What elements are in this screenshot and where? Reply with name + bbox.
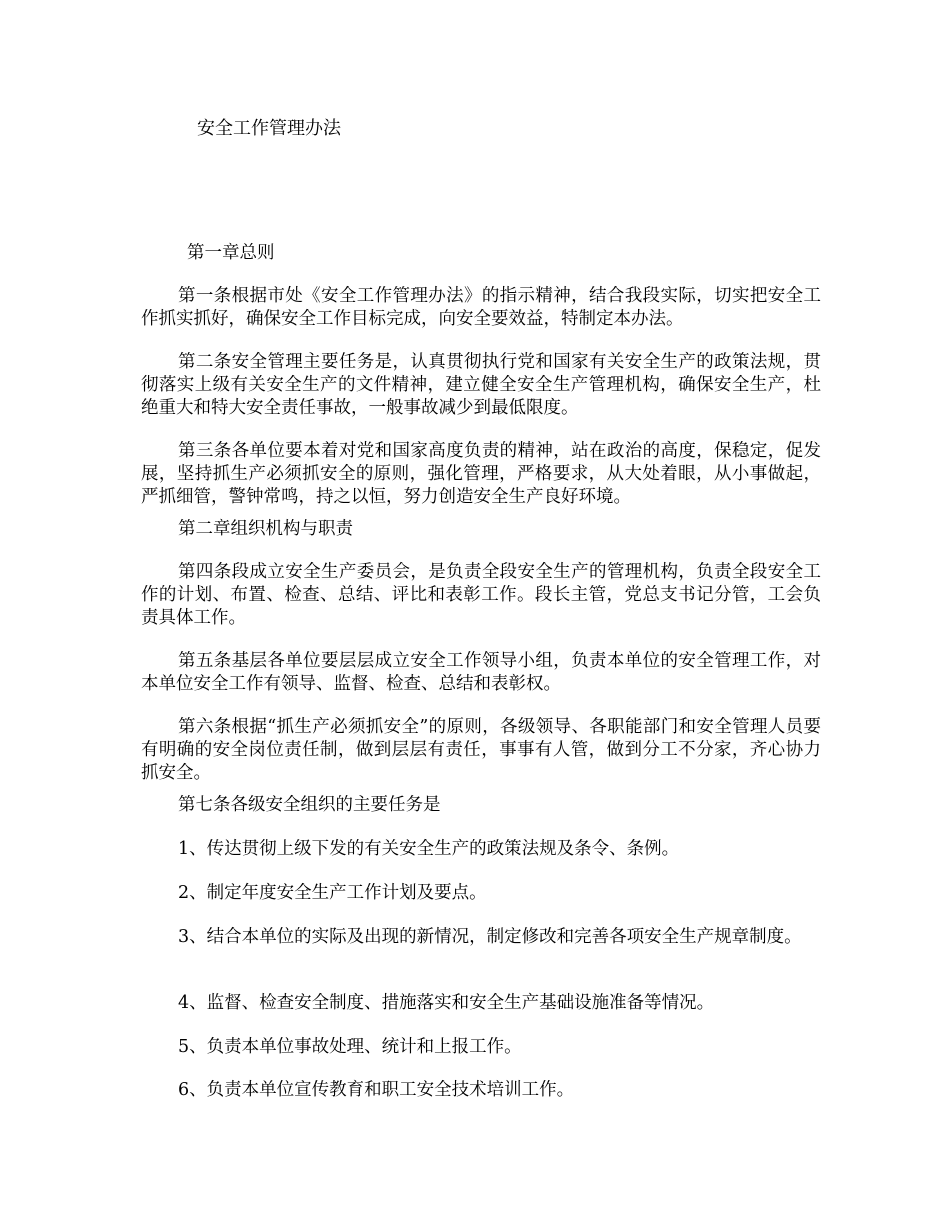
article-1: 第一条根据市处《安全工作管理办法》的指示精神，结合我段实际，切实把安全工作抓实抓好，确保安全工作目标完成，向安全要效益，特制定本办法。: [141, 286, 821, 329]
article-2: 第二条安全管理主要任务是，认真贯彻执行党和国家有关安全生产的政策法规，贯彻落实上级有关安全生产的文件精神，建立健全安全生产管理机构，确保安全生产，杜绝重大和特大安全责任事故，一般事故减少到最低限度。: [141, 352, 821, 418]
article-4: 第四条段成立安全生产委员会，是负责全段安全生产的管理机构，负责全段安全工作的计划、布置、检查、总结、评比和表彰工作。段长主管，党总支书记分管，工会负责具体工作。: [141, 562, 821, 628]
document-title: 安全工作管理办法: [197, 118, 341, 139]
article-5: 第五条基层各单位要层层成立安全工作领导小组，负责本单位的安全管理工作，对本单位安全工作有领导、监督、检查、总结和表彰权。: [141, 651, 821, 694]
task-item-5: 5、负责本单位事故处理、统计和上报工作。: [178, 1037, 522, 1057]
article-6: 第六条根据“抓生产必须抓安全”的原则，各级领导、各职能部门和安全管理人员要有明确的安全岗位责任制，做到层层有责任，事事有人管，做到分工不分家，齐心协力抓安全。: [141, 717, 821, 783]
task-item-6: 6、负责本单位宣传教育和职工安全技术培训工作。: [178, 1080, 575, 1100]
chapter-1-heading: 第一章总则: [187, 243, 275, 263]
chapter-2-heading: 第二章组织机构与职责: [178, 519, 353, 539]
article-3: 第三条各单位要本着对党和国家高度负责的精神，站在政治的高度，保稳定，促发展，坚持抓生产必须抓安全的原则，强化管理，严格要求，从大处着眼，从小事做起，严抓细管，警钟常鸣，持之以恒，努力创造安全生产良好环境。: [141, 441, 821, 507]
article-7: 第七条各级安全组织的主要任务是: [178, 795, 441, 815]
task-item-3: 3、结合本单位的实际及出现的新情况，制定修改和完善各项安全生产规章制度。: [178, 927, 802, 947]
task-item-4: 4、监督、检查安全制度、措施落实和安全生产基础设施准备等情况。: [178, 993, 715, 1013]
task-item-2: 2、制定年度安全生产工作计划及要点。: [178, 883, 487, 903]
task-item-1: 1、传达贯彻上级下发的有关安全生产的政策法规及条令、条例。: [178, 839, 680, 859]
